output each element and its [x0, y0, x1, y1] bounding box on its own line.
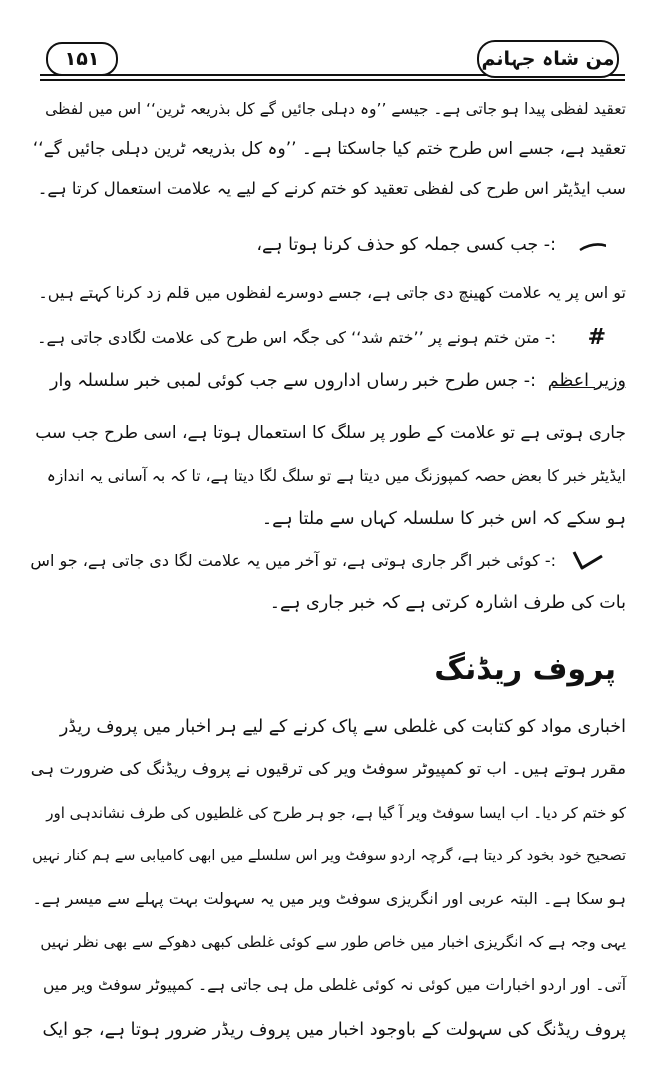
delete-mark-icon — [576, 236, 606, 258]
text-line: یہی وجہ ہے کہ انگریزی اخبار میں خاص طور سے کوئی غلطی کبھی دھوکے سے بھی نظر نہیں — [40, 933, 626, 951]
text-line: ہو سکا ہے۔ البتہ عربی اور انگریزی سوفٹ ویر میں یہ سہولت بہت پہلے سے میسر ہے۔ — [32, 889, 626, 908]
text-line: اخباری مواد کو کتابت کی غلطی سے پاک کرنے کے لیے ہر اخبار میں پروف ریڈر — [59, 717, 626, 737]
text-line: مقرر ہوتے ہیں۔ اب تو کمپیوٹر سوفٹ ویر کی ترقیوں نے پروف ریڈنگ کی ضرورت ہی — [30, 759, 626, 778]
text-line: آتی۔ اور اردو اخبارات میں کوئی نہ کوئی غلطی مل ہی جاتی ہے۔ کمپیوٹر سوفٹ ویر میں — [42, 976, 626, 994]
text-line: سب ایڈیٹر اس طرح کی لفظی تعقید کو ختم کرنے کے لیے یہ علامت استعمال کرتا ہے۔ — [37, 179, 626, 198]
page-number: ۱۵۱ — [46, 42, 118, 76]
text-line: ایڈیٹر خبر کا بعض حصہ کمپوزنگ میں دیتا ہے تو سلگ لگا دیتا ہے، تا کہ بہ آسانی یہ اندازہ — [46, 467, 626, 485]
text-line: پروف ریڈنگ کی سہولت کے باوجود اخبار میں پروف ریڈر ضرور ہوتا ہے، جو ایک — [42, 1020, 626, 1040]
end-mark-symbol: # — [587, 325, 606, 350]
book-title: من شاہ جہانم — [477, 40, 619, 78]
slug-keyword: وزیر اعظم — [547, 371, 626, 391]
text-line: تو اس پر یہ علامت کھینچ دی جاتی ہے، جسے دوسرے لفظوں میں قلم زد کرنا کہتے ہیں۔ — [38, 283, 626, 302]
text-line: تصحیح خود بخود کر دیتا ہے، گرچہ اردو سوفٹ ویر اس سلسلے میں ابھی کامیابی سے ہم کنار نہیں — [32, 848, 626, 864]
text-line: تعقید لفظی پیدا ہو جاتی ہے۔ جیسے ’’وہ دہلی جائیں گے کل بذریعہ ٹرین‘‘ اس میں لفظی — [45, 100, 626, 118]
text-line: :- جب کسی جملہ کو حذف کرنا ہوتا ہے، — [256, 235, 556, 255]
text-line: ہو سکے کہ اس خبر کا سلسلہ کہاں سے ملتا ہے۔ — [261, 509, 626, 529]
text-line: تعقید ہے، جسے اس طرح ختم کیا جاسکتا ہے۔ ’’وہ کل بذریعہ ٹرین دہلی جائیں گے‘‘ — [32, 139, 626, 159]
text-line: :- متن ختم ہونے پر ’’ختم شد‘‘ کی جگہ اس طرح کی علامت لگادی جاتی ہے۔ — [37, 328, 556, 347]
text-line: بات کی طرف اشارہ کرتی ہے کہ خبر جاری ہے۔ — [269, 593, 626, 613]
text-line: جاری ہوتی ہے تو علامت کے طور پر سلگ کا استعمال ہوتا ہے، اسی طرح جب سب — [35, 423, 626, 443]
continue-mark-icon — [570, 548, 604, 572]
section-heading: پروف ریڈنگ — [434, 652, 616, 687]
text-line: :- کوئی خبر اگر جاری ہوتی ہے، تو آخر میں یہ علامت لگا دی جاتی ہے، جو اس — [30, 551, 556, 570]
text-line: :- جس طرح خبر رساں اداروں سے جب کوئی لمبی خبر سلسلہ وار — [50, 371, 536, 391]
header-rule — [40, 79, 625, 81]
page-header — [40, 40, 625, 80]
text-line: کو ختم کر دیا۔ اب ایسا سوفٹ ویر آ گیا ہے، جو ہر طرح کی غلطیوں کی طرف نشاندہی اور — [46, 804, 626, 822]
